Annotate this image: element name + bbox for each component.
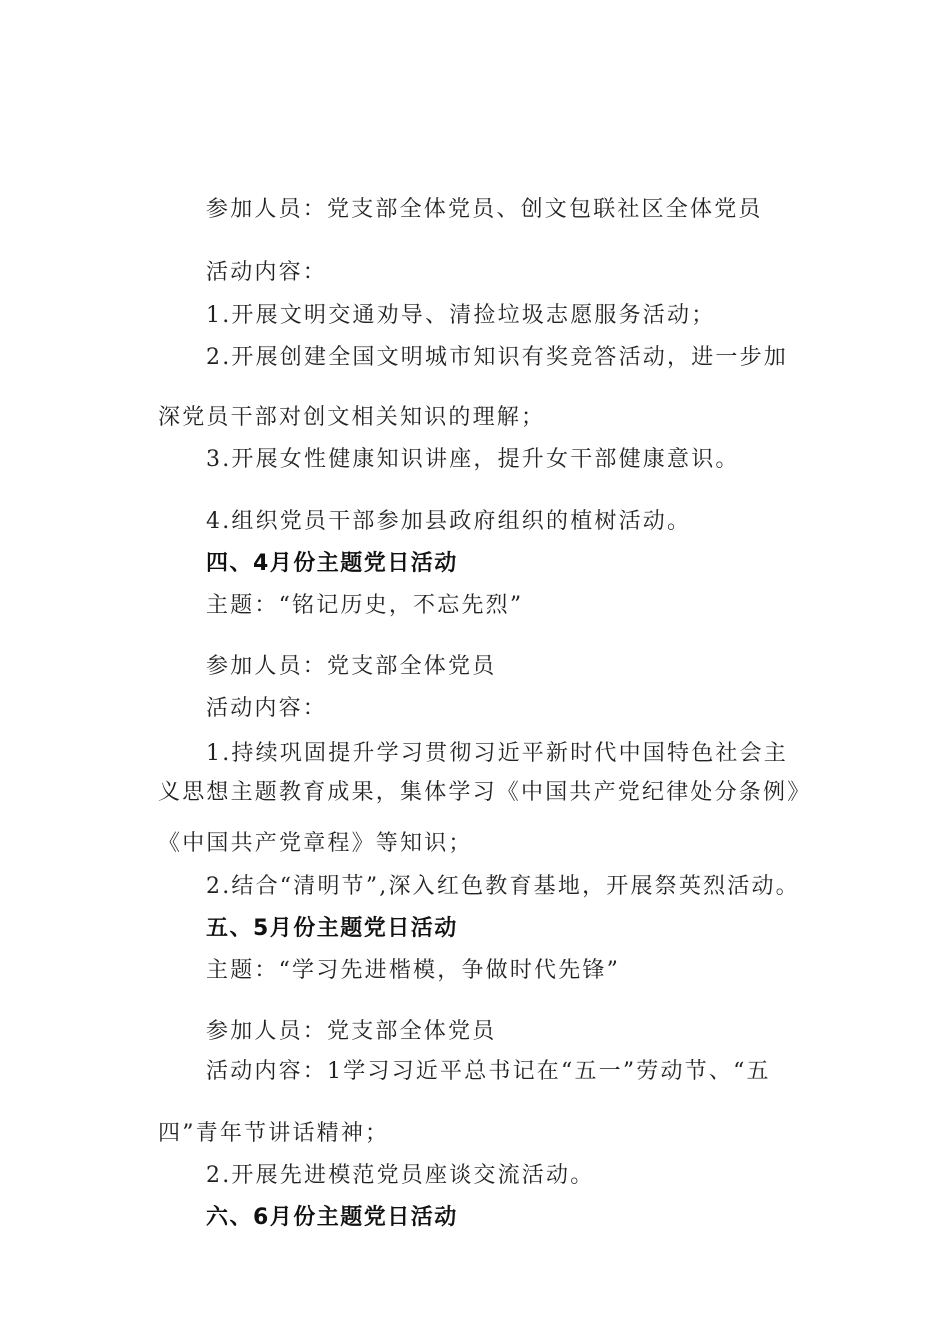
- list-item-continuation: 四”青年节讲话精神；: [158, 1121, 390, 1146]
- list-item: 1.持续巩固提升学习贯彻习近平新时代中国特色社会主: [206, 741, 788, 766]
- list-item-continuation: 义思想主题教育成果，集体学习《中国共产党纪律处分条例》: [158, 780, 812, 805]
- participants-line: 参加人员：党支部全体党员: [206, 1019, 497, 1044]
- list-item: 4.组织党员干部参加县政府组织的植树活动。: [206, 509, 692, 534]
- list-item: 1.开展文明交通劝导、清捡垃圾志愿服务活动；: [206, 303, 716, 328]
- theme-line: 主题：“铭记历史，不忘先烈”: [206, 593, 524, 618]
- participants-line: 参加人员：党支部全体党员、创文包联社区全体党员: [206, 197, 763, 222]
- list-item-continuation: 深党员干部对创文相关知识的理解；: [158, 405, 546, 430]
- activity-content-label: 活动内容：: [206, 260, 328, 285]
- participants-line: 参加人员：党支部全体党员: [206, 654, 497, 679]
- activity-content-label: 活动内容：: [206, 696, 328, 721]
- list-item-continuation: 《中国共产党章程》等知识；: [158, 831, 473, 856]
- section-heading-june: 六、6月份主题党日活动: [206, 1205, 458, 1230]
- activity-content-line: 活动内容：1学习习近平总书记在“五一”劳动节、“五: [206, 1059, 771, 1084]
- list-item: 2.开展先进模范党员座谈交流活动。: [206, 1163, 595, 1188]
- theme-line: 主题：“学习先进楷模，争做时代先锋”: [206, 958, 621, 983]
- list-item: 3.开展女性健康知识讲座，提升女干部健康意识。: [206, 447, 740, 472]
- list-item: 2.开展创建全国文明城市知识有奖竞答活动，进一步加: [206, 345, 788, 370]
- section-heading-may: 五、5月份主题党日活动: [206, 916, 458, 941]
- section-heading-april: 四、4月份主题党日活动: [206, 551, 458, 576]
- list-item: 2.结合“清明节”,深入红色教育基地，开展祭英烈活动。: [206, 874, 800, 899]
